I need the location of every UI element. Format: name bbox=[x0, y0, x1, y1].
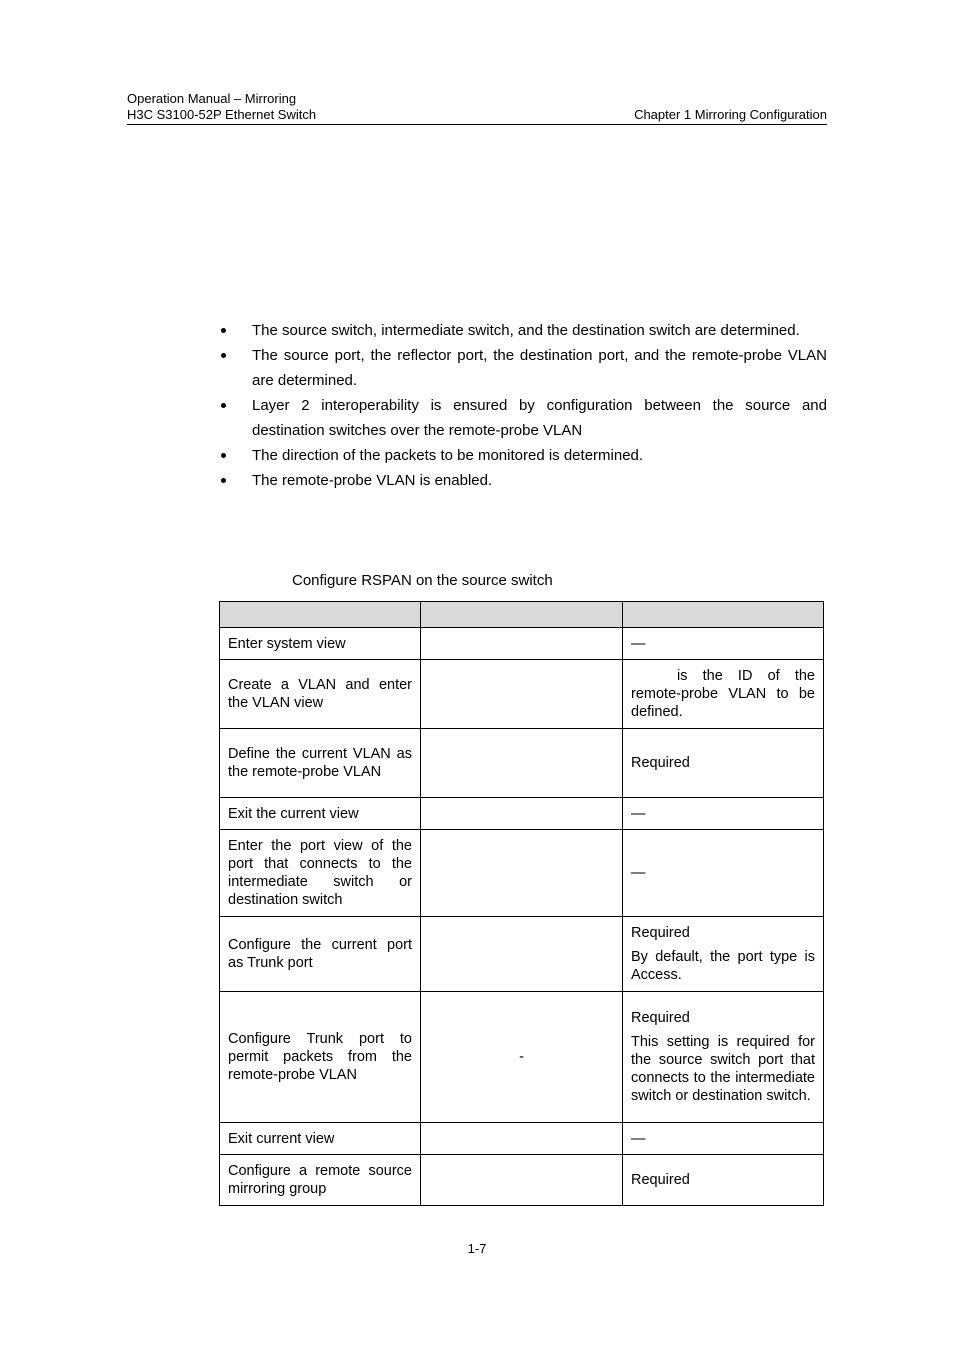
operation-cell: Configure a remote source mirroring group bbox=[220, 1155, 421, 1206]
command-cell bbox=[421, 798, 623, 830]
operation-cell: Define the current VLAN as the remote-probe VLAN bbox=[220, 729, 421, 798]
list-item: The source port, the reflector port, the destination port, and the remote-probe VLAN are determined. bbox=[219, 343, 827, 393]
list-item: The source switch, intermediate switch, and the destination switch are determined. bbox=[219, 318, 827, 343]
operation-cell: Exit current view bbox=[220, 1123, 421, 1155]
prerequisite-list bbox=[219, 318, 827, 493]
notes-cell: — bbox=[623, 628, 824, 660]
notes-cell: — bbox=[623, 798, 824, 830]
table-row bbox=[220, 1123, 824, 1155]
header-cell bbox=[220, 602, 421, 628]
table-row bbox=[220, 628, 824, 660]
operation-cell: Configure Trunk port to permit packets from the remote-probe VLAN bbox=[220, 992, 421, 1123]
notes-cell: Required By default, the port type is Access. bbox=[623, 917, 824, 992]
notes-cell: Required bbox=[623, 1155, 824, 1206]
operation-cell: Enter system view bbox=[220, 628, 421, 660]
table-header-row bbox=[220, 602, 824, 628]
bullet-icon bbox=[221, 353, 226, 358]
table-row bbox=[220, 917, 824, 992]
bullet-icon bbox=[221, 328, 226, 333]
table-row bbox=[220, 830, 824, 917]
header-cell bbox=[623, 602, 824, 628]
command-cell bbox=[421, 917, 623, 992]
table-caption: Configure RSPAN on the source switch bbox=[292, 572, 553, 589]
table-row bbox=[220, 992, 824, 1123]
table-row bbox=[220, 1155, 824, 1206]
table-row bbox=[220, 660, 824, 729]
bullet-icon bbox=[221, 453, 226, 458]
page-header bbox=[127, 91, 827, 123]
product-name: H3C S3100-52P Ethernet Switch bbox=[127, 107, 317, 122]
list-item: The direction of the packets to be monitored is determined. bbox=[219, 443, 827, 468]
operation-cell: Enter the port view of the port that connects to the intermediate switch or destination switch bbox=[220, 830, 421, 917]
notes-cell: is the ID of the remote-probe VLAN to be defined. bbox=[623, 660, 824, 729]
command-cell bbox=[421, 660, 623, 729]
command-cell bbox=[421, 1123, 623, 1155]
operation-cell: Create a VLAN and enter the VLAN view bbox=[220, 660, 421, 729]
list-item: Layer 2 interoperability is ensured by configuration between the source and destination switches over the remote-probe VLAN bbox=[219, 393, 827, 443]
header-cell bbox=[421, 602, 623, 628]
command-cell: - bbox=[421, 992, 623, 1123]
operation-cell: Exit the current view bbox=[220, 798, 421, 830]
header-rule bbox=[127, 124, 827, 125]
rspan-config-table bbox=[219, 601, 824, 1206]
table-row bbox=[220, 729, 824, 798]
list-item: The remote-probe VLAN is enabled. bbox=[219, 468, 827, 493]
bullet-icon bbox=[221, 403, 226, 408]
command-cell bbox=[421, 830, 623, 917]
command-cell bbox=[421, 729, 623, 798]
operation-cell: Configure the current port as Trunk port bbox=[220, 917, 421, 992]
command-cell bbox=[421, 1155, 623, 1206]
chapter-title: Chapter 1 Mirroring Configuration bbox=[634, 107, 827, 122]
notes-cell: Required This setting is required for the source switch port that connects to the intermediate switch or destination switch. bbox=[623, 992, 824, 1123]
page-number: 1-7 bbox=[467, 1241, 487, 1256]
bullet-icon bbox=[221, 478, 226, 483]
manual-title: Operation Manual – Mirroring bbox=[127, 91, 297, 106]
notes-cell: — bbox=[623, 830, 824, 917]
table-row bbox=[220, 798, 824, 830]
notes-cell: — bbox=[623, 1123, 824, 1155]
notes-cell: Required bbox=[623, 729, 824, 798]
command-cell bbox=[421, 628, 623, 660]
